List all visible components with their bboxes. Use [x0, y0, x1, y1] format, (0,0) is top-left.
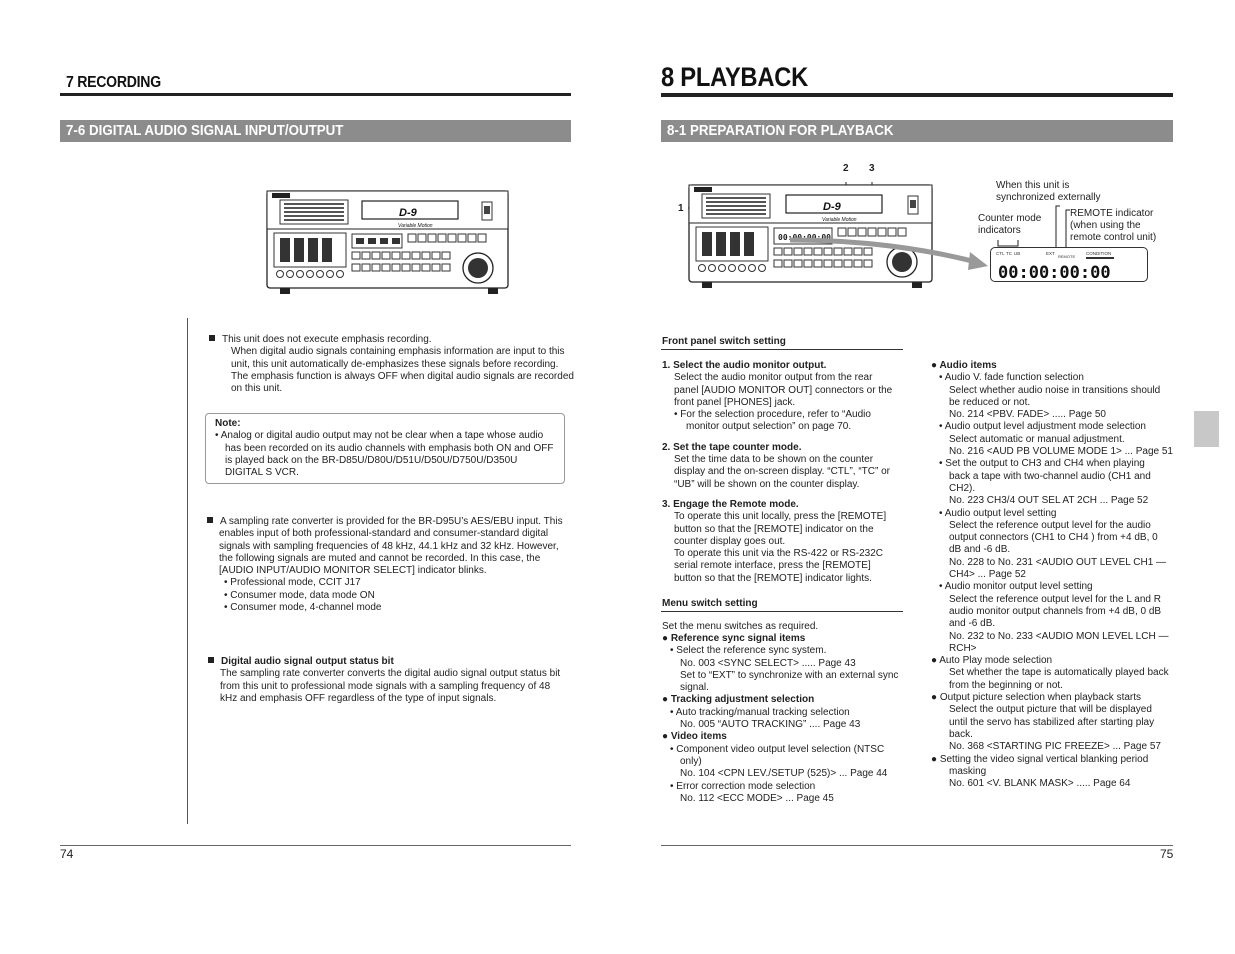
note-content	[215, 418, 565, 479]
front-panel-steps	[662, 360, 912, 585]
left-section-title: 7-6 DIGITAL AUDIO SIGNAL INPUT/OUTPUT	[66, 123, 344, 139]
step1-line-3: front panel [PHONES] jack.	[674, 396, 796, 408]
left-device-label: Variable Motion	[398, 223, 433, 229]
note-line-4: DIGITAL S VCR.	[225, 467, 299, 479]
emphasis-line-5: on this unit.	[231, 383, 283, 395]
menu-item-line: No. 232 to No. 233 <AUDIO MON LEVEL LCH —	[949, 630, 1169, 642]
output-status-line-1: The sampling rate converter converts the digital audio signal output status bit	[220, 668, 561, 680]
menu-heading: Menu switch setting	[662, 598, 758, 609]
lcd-label-ub: UB	[1014, 251, 1021, 256]
note-line-1: • Analog or digital audio output may not be clear when a tape whose audio	[215, 430, 544, 442]
menu-item-line: Set whether the tape is automatically played back	[949, 667, 1169, 679]
left-device-logo: D-9	[399, 207, 417, 219]
menu-item-line: No. 223 CH3/4 OUT SEL AT 2CH ... Page 52	[949, 495, 1149, 507]
output-status-line-3: kHz and emphasis OFF regardless of the type of input signals.	[220, 692, 497, 704]
right-section-title: 8-1 PREPARATION FOR PLAYBACK	[667, 123, 894, 139]
emphasis-paragraph	[209, 334, 579, 395]
menu-item-line: No. 601 <V. BLANK MASK> ..... Page 64	[949, 778, 1131, 790]
left-section-bar	[60, 120, 571, 142]
left-margin-rule	[187, 318, 188, 824]
menu-item-line: Set to “EXT” to synchronize with an external sync	[680, 669, 899, 681]
menu-item-line: No. 368 <STARTING PIC FREEZE> ... Page 57	[949, 741, 1161, 753]
callout-remote-line-2: (when using the	[1070, 220, 1141, 231]
menu-item-line: • Audio V. fade function selection	[939, 372, 1084, 384]
right-device-label: Variable Motion	[822, 217, 857, 223]
callout-remote-line-3: remote control unit)	[1070, 232, 1157, 243]
menu-item-line: dB and -6 dB.	[949, 544, 1011, 556]
menu-item-line: be reduced or not.	[949, 396, 1031, 408]
sampling-line-1: A sampling rate converter is provided for the BR-D95U’s AES/EBU input. This	[207, 516, 577, 528]
front-panel-heading-rule	[661, 349, 903, 350]
menu-item-line: No. 216 <AUD PB VOLUME MODE 1> ... Page 51	[949, 446, 1173, 458]
menu-item-line: back.	[949, 728, 973, 740]
menu-item-line: Select the reference output level for the L and R	[949, 593, 1161, 605]
step1-bullet-1: • For the selection procedure, refer to “Audio	[674, 409, 871, 421]
menu-item-line: • Set the output to CH3 and CH4 when playing	[939, 458, 1145, 470]
right-section-bar	[661, 120, 1173, 142]
right-device-logo: D-9	[823, 201, 841, 213]
menu-item-line: No. 228 to No. 231 <AUDIO OUT LEVEL CH1 —	[949, 556, 1167, 568]
emphasis-line-2: When digital audio signals containing emphasis information are input to this	[231, 346, 565, 358]
menu-item-line: • Auto tracking/manual tracking selection	[670, 706, 850, 718]
callout-counter-line-2: indicators	[978, 225, 1021, 236]
menu-item-line: Select the output picture that will be displayed	[949, 704, 1152, 716]
counter-display-content	[990, 247, 1148, 282]
right-chapter-title: 8 PLAYBACK	[661, 62, 809, 92]
output-status-title: Digital audio signal output status bit	[208, 656, 578, 668]
output-status-bit-paragraph	[208, 656, 578, 705]
output-status-line-2: from this unit to professional mode signals with a sampling frequency of 48	[220, 680, 551, 692]
menu-item-line: CH2).	[949, 482, 976, 494]
step2-line-1: Set the time data to be shown on the counter	[674, 454, 874, 466]
menu-item-line: back a tape with two-channel audio (CH1 and	[949, 470, 1151, 482]
callout-sync-line-2: synchronized externally	[996, 192, 1101, 203]
vcr-front-panel-illustration-left	[266, 188, 510, 300]
step2-line-3: “UB” will be shown on the counter display.	[674, 478, 860, 490]
menu-item-line: Select automatic or manual adjustment.	[949, 433, 1125, 445]
left-chapter-rule	[60, 93, 571, 96]
menu-item-line: • Component video output level selection (NTSC	[670, 743, 885, 755]
sampling-line-5: [AUDIO INPUT/AUDIO MONITOR SELECT] indicator blinks.	[219, 565, 487, 577]
menu-item-line: ● Output picture selection when playback starts	[931, 692, 1142, 704]
sampling-line-4: the following signals are muted and cannot be recorded. In this case, the	[219, 552, 541, 564]
lcd-label-remote: REMOTE	[1058, 254, 1076, 259]
menu-item-line: and -6 dB.	[949, 618, 996, 630]
menu-item-line: • Audio output level adjustment mode selection	[939, 421, 1146, 433]
callout-number-2: 2	[843, 163, 849, 174]
menu-item-line: from the beginning or not.	[949, 679, 1063, 691]
step3-line-3: counter display goes out.	[674, 535, 786, 547]
step2-line-2: display and the on-screen display. “CTL”, “TC” or	[674, 466, 891, 478]
note-line-3: is played back on the BR-D85U/D80U/D51U/D50U/D750U/D350U	[225, 454, 518, 466]
menu-intro: Set the menu switches as required.	[662, 621, 819, 632]
step1-line-2: panel [AUDIO MONITOR OUT] connectors or the	[674, 384, 893, 396]
step1-title: 1. Select the audio monitor output.	[662, 360, 827, 371]
menu-item-line: • Audio monitor output level setting	[939, 581, 1093, 593]
menu-item-line: • Audio output level setting	[939, 507, 1057, 519]
menu-item-line: ● Audio items	[931, 360, 997, 371]
sampling-item-2: • Consumer mode, data mode ON	[224, 589, 375, 601]
menu-item-line: • Select the reference sync system.	[670, 645, 827, 657]
menu-item-line: No. 005 “AUTO TRACKING” .... Page 43	[680, 719, 861, 731]
menu-item-line: ● Setting the video signal vertical blanking period	[931, 753, 1149, 765]
sampling-item-1: • Professional mode, CCIT J17	[224, 577, 361, 589]
menu-items-column-1	[662, 633, 912, 805]
emphasis-line-1: This unit does not execute emphasis recording.	[209, 334, 579, 346]
emphasis-line-4: The emphasis function is always OFF when digital audio signals are recorded	[231, 370, 574, 382]
lcd-label-tc: TC	[1006, 251, 1012, 256]
step1-line-1: Select the audio monitor output from the rear	[674, 372, 873, 384]
menu-items-column-2	[931, 360, 1181, 790]
step3-title: 3. Engage the Remote mode.	[662, 498, 799, 510]
callout-counter-line-1: Counter mode	[978, 213, 1042, 224]
menu-item-line: No. 214 <PBV. FADE> ..... Page 50	[949, 409, 1106, 421]
menu-item-line: ● Reference sync signal items	[662, 633, 806, 644]
menu-item-line: Select whether audio noise in transitions should	[949, 384, 1161, 396]
menu-item-line: masking	[949, 765, 987, 777]
sampling-rate-paragraph	[207, 516, 577, 614]
left-chapter-title: 7 RECORDING	[66, 74, 161, 91]
step1-bullet-2: monitor output selection” on page 70.	[686, 421, 852, 433]
note-line-2: has been recorded on its audio channels with emphasis both ON and OFF	[225, 442, 554, 454]
right-page-number: 75	[1160, 847, 1174, 861]
menu-heading-rule	[661, 611, 903, 612]
left-footer-rule	[60, 845, 571, 846]
menu-item-line: CH4> ... Page 52	[949, 569, 1026, 581]
note-title: Note:	[215, 418, 241, 429]
step3-line-4: To operate this unit via the RS-422 or RS-232C	[674, 548, 883, 560]
menu-item-line: audio monitor output channels from +4 dB, 0 dB	[949, 605, 1162, 617]
chapter-tab-marker	[1194, 411, 1219, 447]
menu-item-line: until the servo has stabilized after starting play	[949, 716, 1155, 728]
step3-line-2: button so that the [REMOTE] indicator on the	[674, 523, 874, 535]
menu-item-line: No. 003 <SYNC SELECT> ..... Page 43	[680, 657, 856, 669]
callout-sync-line-1: When this unit is	[996, 180, 1070, 191]
lcd-label-condition: CONDITION	[1086, 251, 1112, 256]
svg-text:00:00:00:00: 00:00:00:00	[778, 233, 831, 242]
menu-item-line: No. 112 <ECC MODE> ... Page 45	[680, 792, 834, 804]
menu-item-line: ● Auto Play mode selection	[931, 655, 1053, 667]
menu-item-line: No. 104 <CPN LEV./SETUP (525)> ... Page 44	[680, 768, 888, 780]
step2-title: 2. Set the tape counter mode.	[662, 441, 802, 453]
callout-number-1: 1	[678, 203, 684, 214]
callout-remote-line-1: REMOTE indicator	[1070, 208, 1154, 219]
lcd-time: 00:00:00:00	[998, 263, 1111, 282]
menu-item-line: only)	[680, 755, 702, 767]
step3-line-6: button so that the [REMOTE] indicator lights.	[674, 572, 872, 584]
callout-number-3: 3	[869, 163, 875, 174]
menu-item-line: ● Video items	[662, 731, 727, 743]
step3-line-5: serial remote interface, press the [REMOTE]	[674, 560, 871, 572]
sampling-item-3: • Consumer mode, 4-channel mode	[224, 602, 382, 614]
menu-item-line: output connectors (CH1 to CH4 ) from +4 dB, 0	[949, 532, 1158, 544]
right-footer-rule	[661, 845, 1173, 846]
sampling-line-3: signals with sampling frequencies of 48 kHz, 44.1 kHz and 32 kHz. However,	[219, 540, 559, 552]
menu-item-line: ● Tracking adjustment selection	[662, 694, 815, 706]
lcd-label-ext: EXT	[1046, 251, 1055, 256]
step3-line-1: To operate this unit locally, press the [REMOTE]	[674, 511, 887, 523]
menu-item-line: Select the reference output level for the audio	[949, 519, 1151, 531]
callout-arrow	[780, 230, 990, 280]
emphasis-line-3: unit, this unit automatically de-emphasizes these signals before recording.	[231, 358, 559, 370]
lcd-label-ctl: CTL	[996, 251, 1005, 256]
menu-item-line: RCH>	[949, 642, 977, 654]
right-chapter-rule	[661, 93, 1173, 97]
front-panel-heading: Front panel switch setting	[662, 336, 786, 347]
menu-item-line: signal.	[680, 682, 709, 694]
sampling-line-2: enables input of both professional-standard and consumer-standard digital	[219, 528, 549, 540]
menu-item-line: • Error correction mode selection	[670, 780, 816, 792]
left-page-number: 74	[60, 847, 74, 861]
